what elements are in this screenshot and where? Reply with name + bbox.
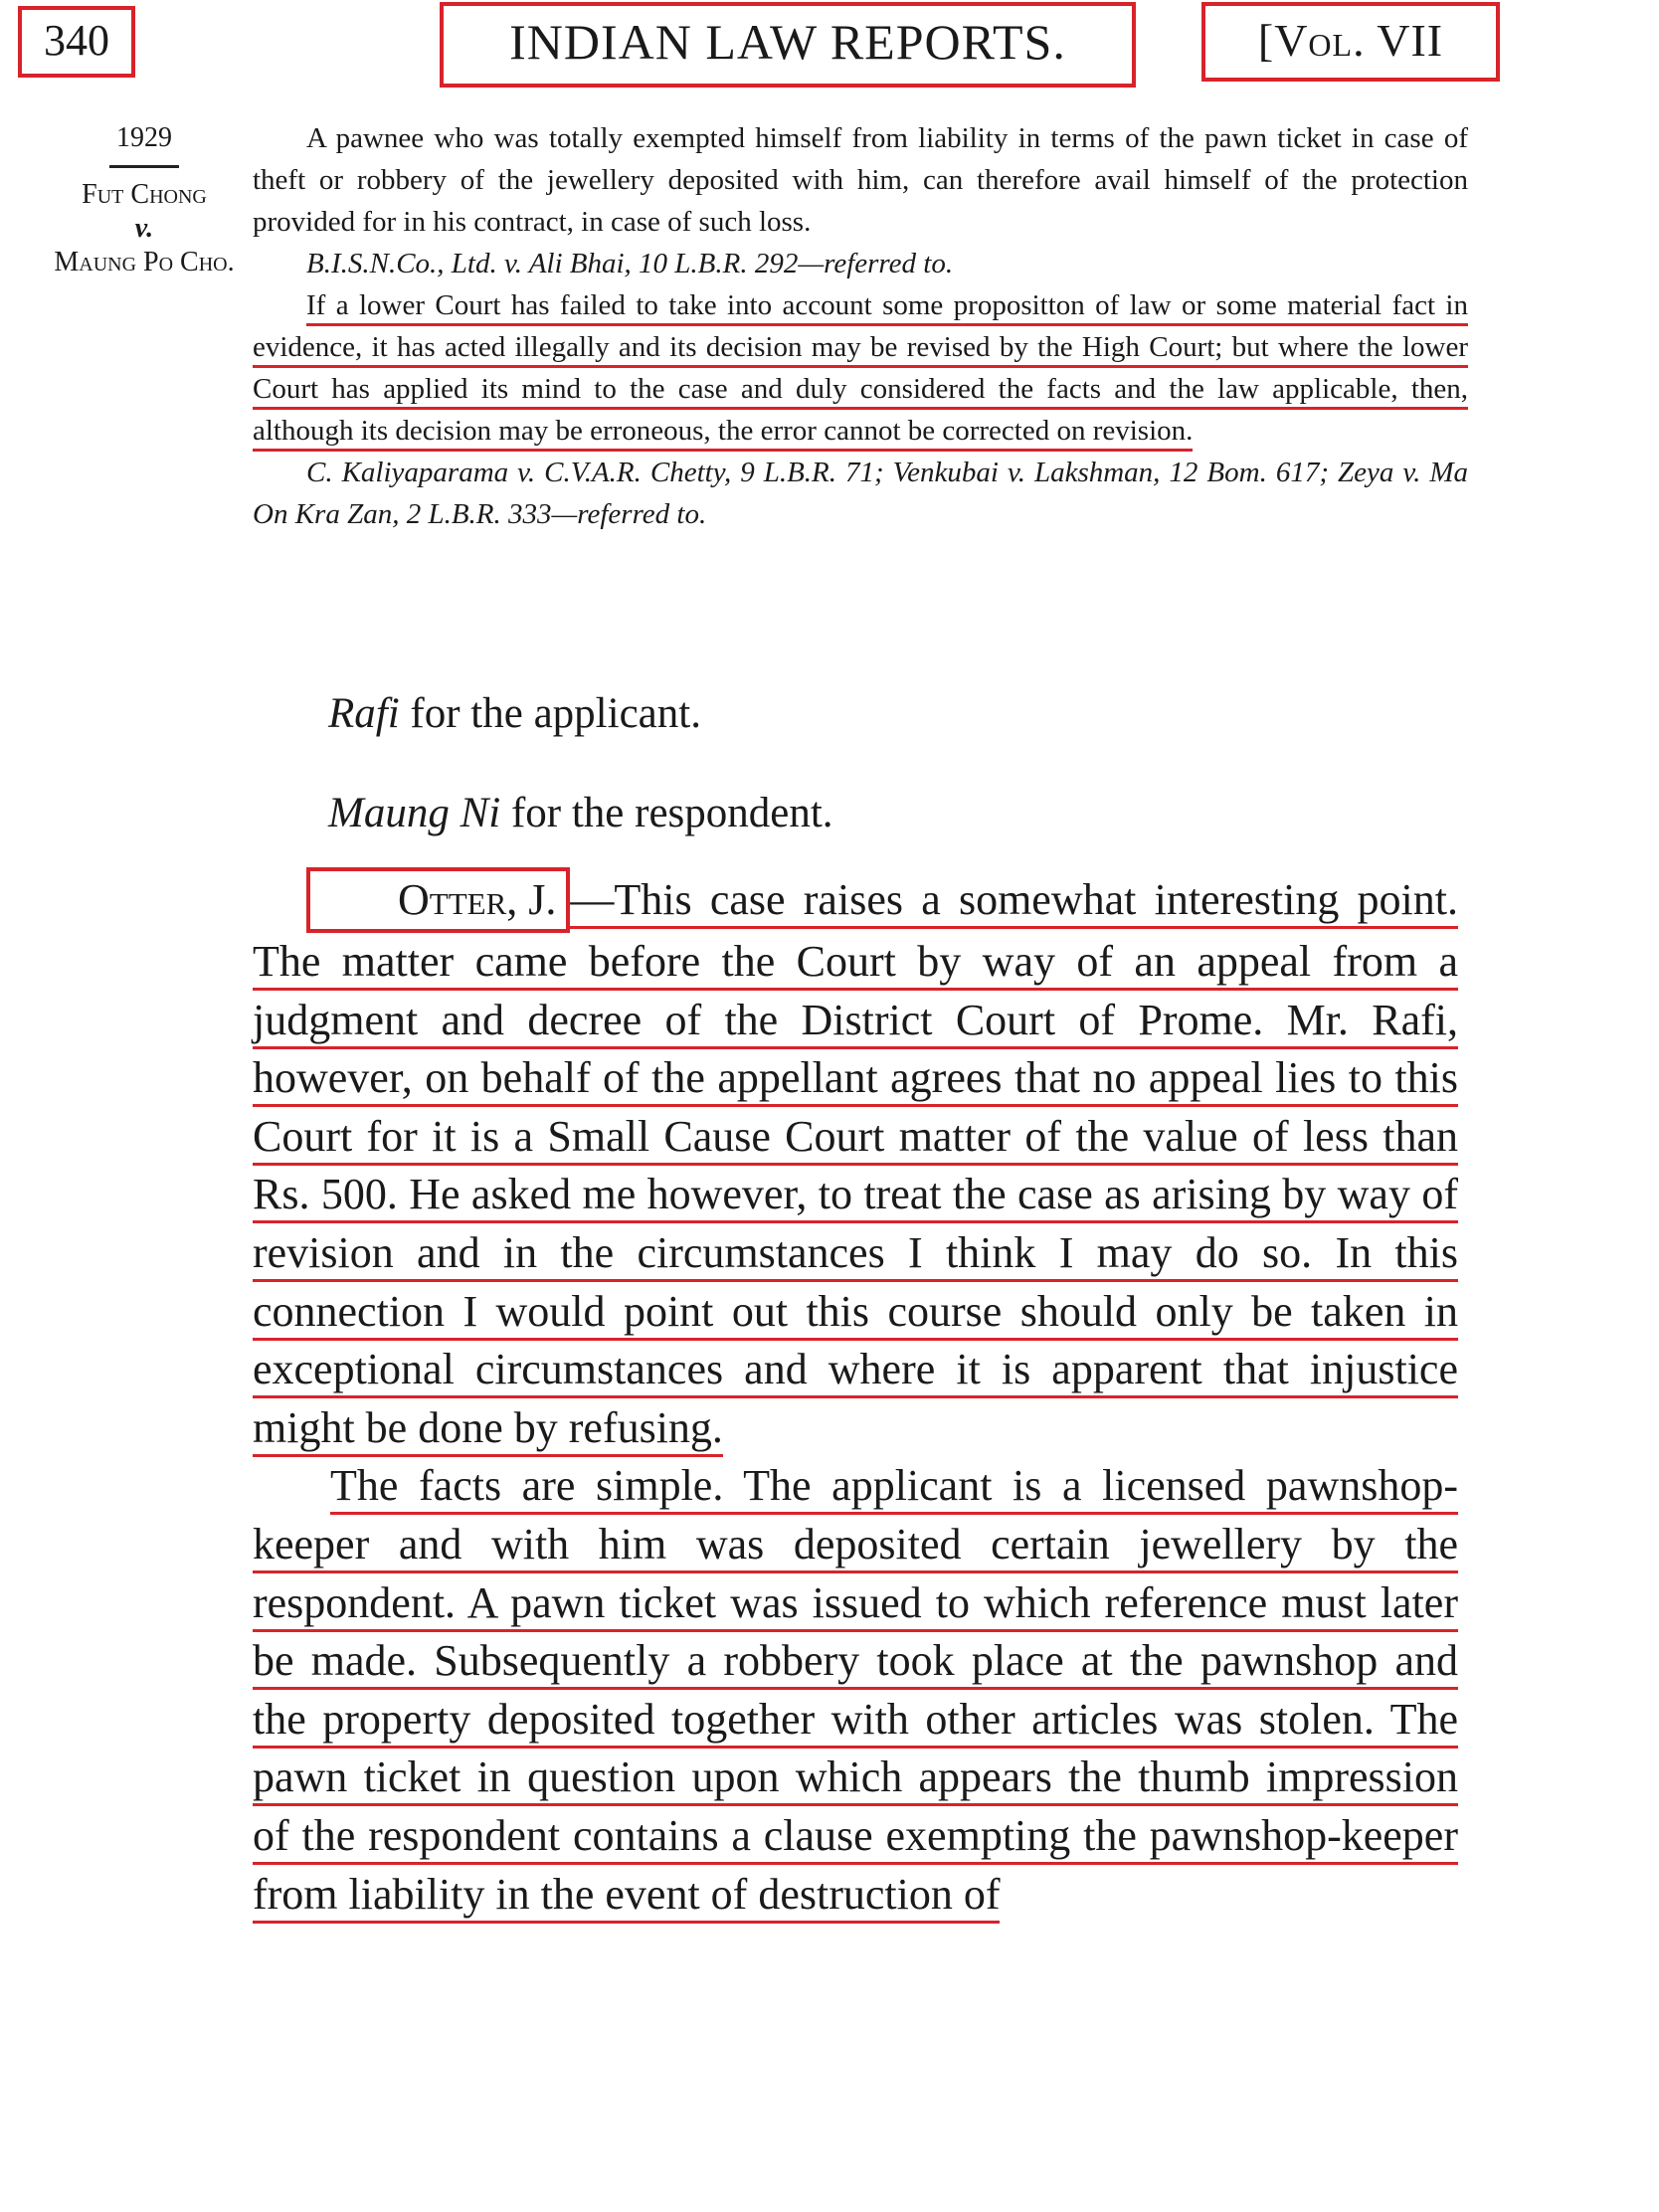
- versus-label: v.: [134, 213, 154, 244]
- underlined-text: If a lower Court has failed to take into account some propositton of law or some material fact in evidence, it has acted illegally and its decision may be revised by the High Court; but where the lower Court has applied its mind to the case and duly considered the facts and the law applicable, then, although its decision may be erroneous, the error cannot be corrected on revision.: [253, 289, 1468, 452]
- headnote-citation-2: C. Kaliyaparama v. C.V.A.R. Chetty, 9 L.B.R. 71; Venkubai v. Lakshman, 12 Bom. 617; Zeya v. Ma On Kra Zan, 2 L.B.R. 333—referred to.: [253, 457, 1468, 530]
- headnote-paragraph-2: [253, 284, 1468, 452]
- headnote: [253, 117, 1468, 535]
- respondent-counsel-role: for the respondent.: [510, 790, 833, 836]
- underlined-text: The facts are simple. The applicant is a licensed pawnshop-keeper and with him was deposited certain jewellery by the respondent. A pawn ticket was issued to which reference must later be made. Subsequently a robbery took place at the pawnshop and the property deposited together with other articles was stolen. The pawn ticket in question upon which appears the thumb impression of the respondent contains a clause exempting the pawnshop-keeper from liability in the event of destruction of: [253, 1461, 1458, 1923]
- divider: [109, 165, 179, 168]
- respondent-counsel-name: Maung Ni: [328, 790, 501, 836]
- case-margin-note: [30, 121, 259, 279]
- counsel-section: [328, 664, 1422, 863]
- applicant-counsel-role: for the applicant.: [410, 690, 701, 737]
- headnote-paragraph-1: A pawnee who was totally exempted himself from liability in terms of the pawn ticket in case of theft or robbery of the jewellery deposited with him, can therefore avail himself of the protection provided for in his contract, in case of such loss.: [253, 122, 1468, 238]
- judgment-paragraph-1: [253, 867, 1458, 1457]
- judgment-body: [253, 867, 1458, 1924]
- party-two: Maung Po Cho.: [54, 247, 235, 277]
- judge-name: Otter, J.: [306, 867, 570, 933]
- journal-title: INDIAN LAW REPORTS.: [440, 2, 1136, 88]
- counsel-respondent: [328, 764, 1422, 863]
- case-year: 1929: [116, 122, 172, 153]
- judgment-paragraph-2: [253, 1457, 1458, 1924]
- page-number: 340: [18, 6, 135, 78]
- volume-label: [Vol. VII: [1201, 2, 1500, 82]
- headnote-citation-1: B.I.S.N.Co., Ltd. v. Ali Bhai, 10 L.B.R. 292—referred to.: [306, 248, 954, 279]
- underlined-text: —This case raises a somewhat interesting point. The matter came before the Court by way of an appeal from a judgment and decree of the District Court of Prome. Mr. Rafi, however, on behalf of the appellant agrees that no appeal lies to this Court for it is a Small Cause Court matter of the value of less than Rs. 500. He asked me however, to treat the case as arising by way of revision and in the circumstances I think I may do so. In this connection I would point out this course should only be taken in exceptional circumstances and where it is apparent that injustice might be done by refusing.: [253, 875, 1458, 1457]
- party-one: Fut Chong: [82, 179, 207, 210]
- counsel-applicant: [328, 664, 1422, 764]
- applicant-counsel-name: Rafi: [328, 690, 400, 737]
